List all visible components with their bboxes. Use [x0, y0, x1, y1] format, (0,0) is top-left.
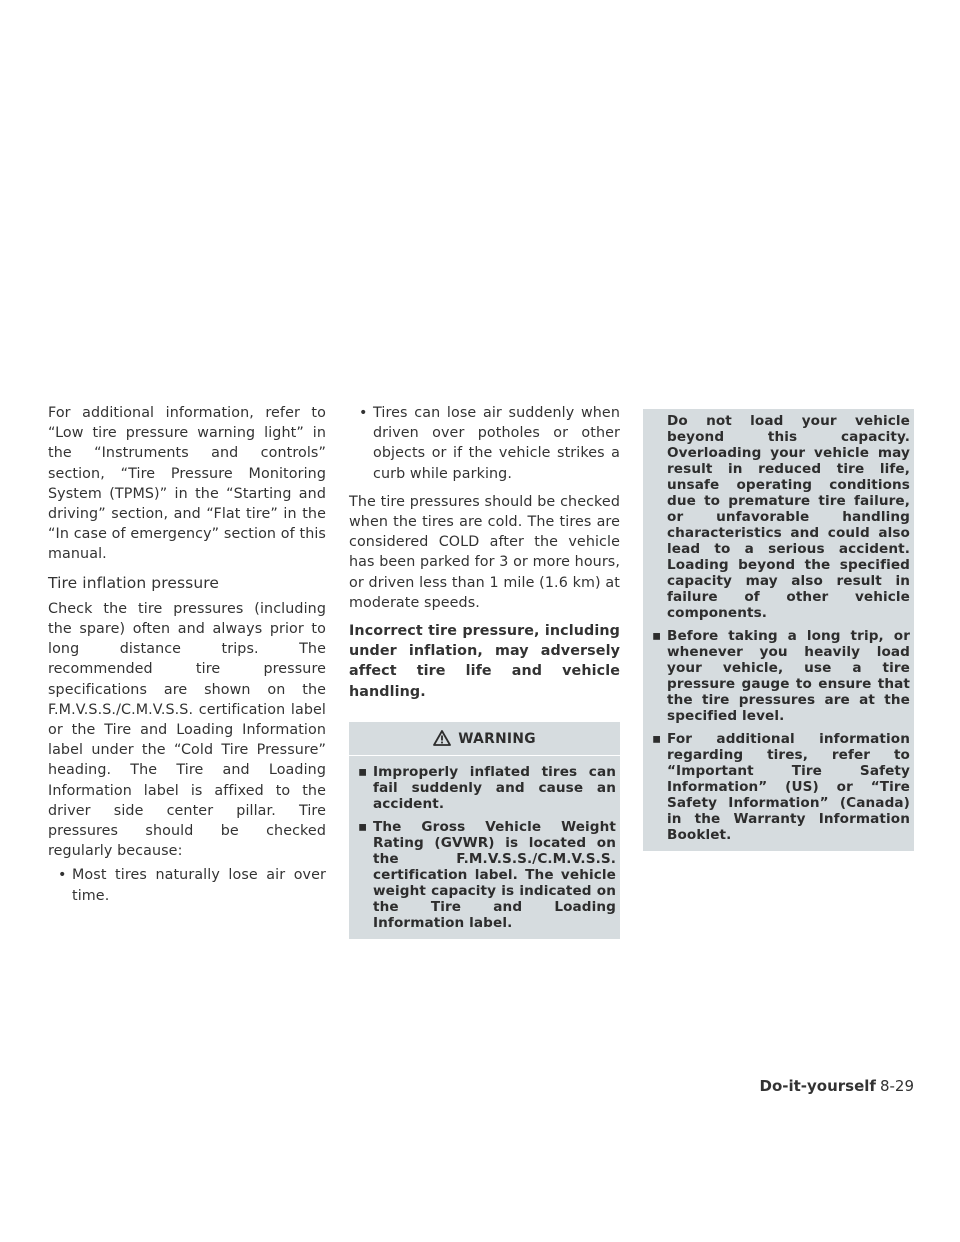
page-number: 8-29	[879, 1077, 914, 1095]
incorrect-pressure-paragraph: Incorrect tire pressure, including under inflation, may adversely affect tire life and vehicle handling.	[349, 623, 620, 700]
bullet-marker: •	[359, 405, 368, 421]
intro-paragraph: For additional information, refer to “Low tire pressure warning light” in the “Instruments and controls” section, “Tire Pressure Monitoring System (TPMS)” in the “Starting and driving” section, and “Flat tire” in the “In case of emergency” section of this manual.	[48, 405, 326, 563]
page-footer	[760, 1077, 915, 1095]
warning-title: WARNING	[458, 730, 536, 747]
bullet-list-col2	[349, 403, 620, 484]
list-item: ▪ Before taking a long trip, or whenever you heavily load your vehicle, use a tire pressure gauge to ensure that the tire pressures are at the specified level.	[652, 628, 910, 724]
list-item: ▪ Improperly inflated tires can fail suddenly and cause an accident.	[358, 763, 616, 812]
list-item: • Tires can lose air suddenly when driven over potholes or other objects or if the vehicle strikes a curb while parking.	[359, 405, 620, 482]
bullet-marker: ▪	[652, 628, 662, 644]
warning-continuation: Do not load your vehicle beyond this capacity. Overloading your vehicle may result in reduced tire life, unsafe operating conditions due to premature tire failure, or unfavorable handling characteristics and could also lead to a serious accident. Loading beyond the specified capacity may also result in failure of other vehicle components.	[667, 413, 910, 621]
warning-header	[349, 722, 620, 756]
warning-box-continued	[643, 409, 914, 851]
cold-tire-paragraph: The tire pressures should be checked when the tires are cold. The tires are considered COLD after the vehicle has been parked for 3 or more hours, or driven less than 1 mile (1.6 km) at moderate speeds.	[349, 493, 620, 611]
bullet-list-col1	[48, 865, 326, 905]
warning-box	[349, 722, 620, 939]
bullet-marker: ▪	[358, 818, 368, 835]
column-3	[643, 409, 914, 851]
bullet-marker: ▪	[358, 763, 368, 780]
list-item: ▪ For additional information regarding tires, refer to “Important Tire Safety Information” (US) or “Tire Safety Information” (Canada) in the Warranty Information Booklet.	[652, 731, 910, 843]
body-paragraph: Check the tire pressures (including the spare) often and always prior to long distance trips. The recommended tire pressure specifications are shown on the F.M.V.S.S./C.M.V.S.S. certification label or the Tire and Loading Information label under the “Cold Tire Pressure” heading. The Tire and Loading Information label is affixed to the driver side center pillar. Tire pressures should be checked regularly because:	[48, 600, 326, 860]
bullet-marker: •	[58, 867, 67, 884]
warning-triangle-icon	[433, 730, 451, 746]
bullet-marker: ▪	[652, 731, 662, 747]
footer-section-name: Do-it-yourself	[759, 1077, 876, 1095]
column-1	[48, 403, 326, 912]
list-item: ▪ The Gross Vehicle Weight Rating (GVWR) is located on the F.M.V.S.S./C.M.V.S.S. certification label. The vehicle weight capacity is indicated on the Tire and Loading Information label.	[358, 818, 616, 931]
warning-list-col2	[355, 764, 616, 931]
list-item: • Most tires naturally lose air over time.	[58, 867, 326, 904]
warning-list-col3	[649, 628, 910, 843]
section-heading-tire-inflation: Tire inflation pressure	[48, 573, 220, 592]
column-2	[349, 403, 620, 939]
